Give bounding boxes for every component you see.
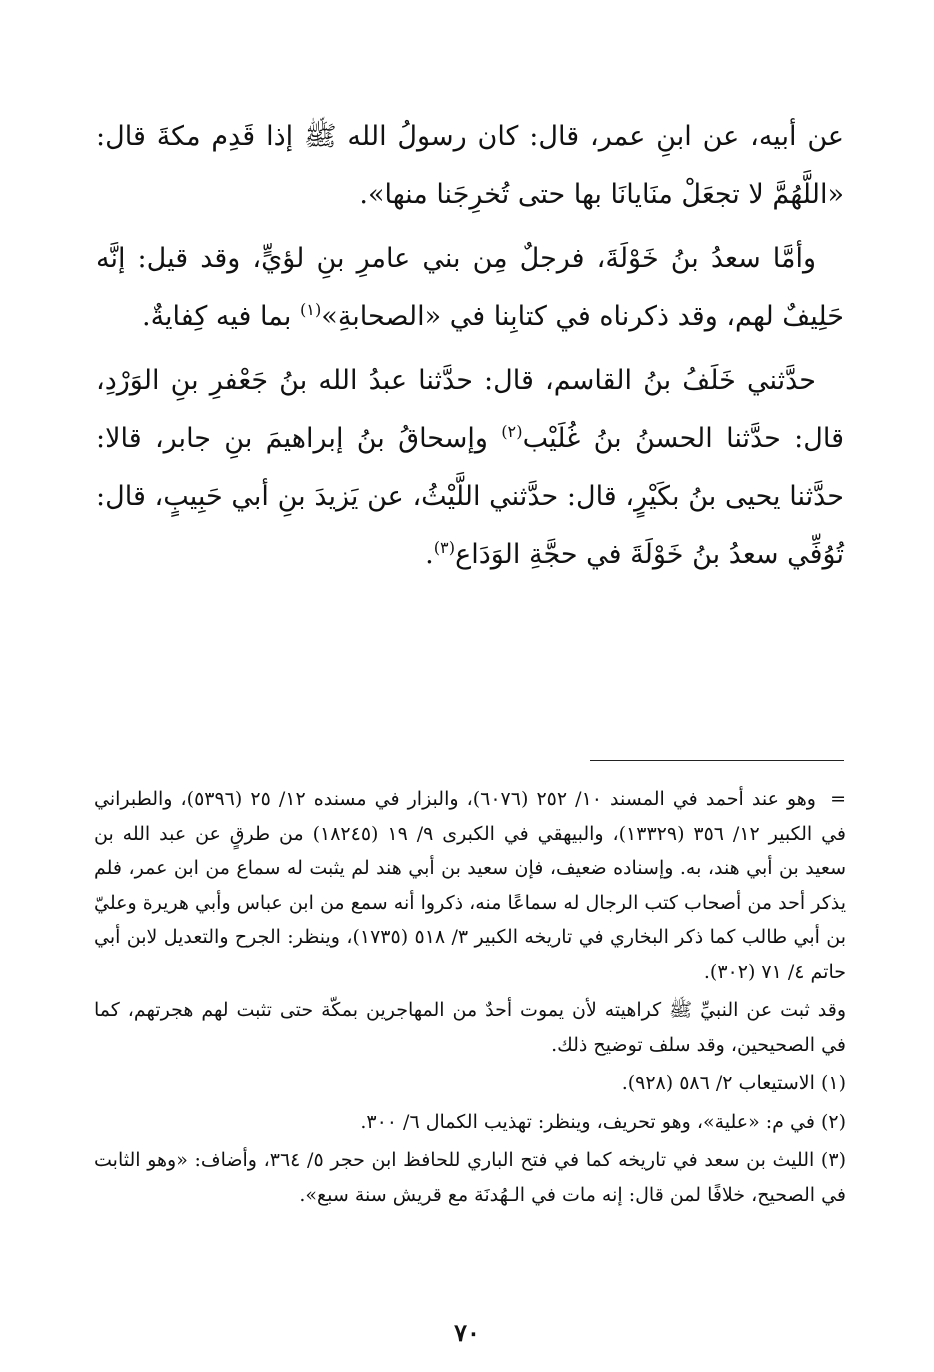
paragraph-3-text: حدَّثني خَلَفُ بنُ القاسم، قال: حدَّثنا عبدُ الله بنُ جَعْفرِ بنِ الوَرْدِ، قال: حدَّثنا الحسنُ بنُ غُلَيْب — [96, 365, 845, 454]
paragraph-1 — [96, 108, 844, 224]
footnote-separator — [590, 760, 844, 761]
paragraph-1-text: عن أبيه، عن ابنِ عمر، قال: كان رسولُ الله ﷺ إذا قَدِم مكةَ قال: «اللَّهُمَّ لا تجعَلْ منَايانَا بها حتى تُخرِجَنا منها». — [96, 121, 844, 210]
footnote-continuation-extra — [94, 993, 846, 1062]
footnote-1 — [94, 1066, 846, 1101]
footnote-ref-3[interactable]: (٣) — [433, 538, 456, 557]
main-text-block — [96, 108, 844, 590]
footnote-1-text: (١) الاستيعاب ٢/ ٥٨٦ (٩٢٨). — [621, 1072, 846, 1094]
paragraph-2 — [96, 230, 844, 346]
paragraph-3-text-end: . — [425, 539, 434, 570]
footnotes-block — [94, 782, 846, 1216]
footnote-continuation — [94, 782, 846, 989]
paragraph-2-text: وأمَّا سعدُ بنُ خَوْلَةَ، فرجلٌ مِن بني عامرِ بنِ لؤيٍّ، وقد قيل: إنَّه حَلِيفٌ لهم، وقد ذكرناه في كتابِنا في «الصحابةِ» — [96, 243, 844, 332]
footnote-2 — [94, 1105, 846, 1140]
footnote-ref-2[interactable]: (٢) — [501, 422, 523, 441]
footnote-2-text: (٢) في م: «علية»، وهو تحريف، وينظر: تهذيب الكمال ٦/ ٣٠٠. — [360, 1110, 846, 1133]
footnote-continuation-text: وهو عند أحمد في المسند ١٠/ ٢٥٢ (٦٠٧٦)، والبزار في مسنده ١٢/ ٢٥ (٥٣٩٦)، والطبراني في الكبير ١٢/ ٣٥٦ (١٣٣٢٩)، والبيهقي في الكبرى ٩/ ١٩ (١٨٢٤٥) من طرقٍ عن عبد الله بن سعيد بن أبي هند، به. وإسناده ضعيف، فإن سعيد بن أبي هند لم يثبت له سماع من ابن عمر، فلم يذكر أحد من أصحاب كتب الرجال له سماعًا منه، ذكروا أنه سمع من ابن عباس وأبي هريرة وعليّ بن أبي طالب كما ذكر البخاري في تاريخه الكبير ٣/ ٥١٨ (١٧٣٥)، وينظر: الجرح والتعديل لابن أبي حاتم ٤/ ٧١ (٣٠٢). — [94, 788, 847, 983]
page-number: ٧٠ — [454, 1318, 480, 1347]
paragraph-3 — [96, 352, 844, 584]
footnote-3 — [94, 1143, 846, 1212]
paragraph-2-text-end: بما فيه كِفايةٌ. — [141, 301, 300, 332]
continuation-mark: = — [830, 788, 846, 810]
footnote-ref-1[interactable]: (١) — [299, 300, 322, 319]
paragraph-3-text-mid: وإسحاقُ بنُ إبراهيمَ بنِ جابر، قالا: حدَّثنا يحيى بنُ بكَيْرٍ، قال: حدَّثني اللَّيْثُ، عن يَزيدَ بنِ أبي حَبِيبٍ، قال: تُوُفِّي سعدُ بنُ خَوْلَةَ في حجَّةِ الوَدَاع — [96, 423, 844, 570]
footnote-3-text: (٣) الليث بن سعد في تاريخه كما في فتح الباري للحافظ ابن حجر ٥/ ٣٦٤، وأضاف: «وهو الثابت في الصحيح، خلافًا لمن قال: إنه مات في الـهُدنَة مع قريش سنة سبع». — [94, 1149, 846, 1206]
footnote-continuation-extra-text: وقد ثبت عن النبيِّ ﷺ كراهيته لأن يموت أحدٌ من المهاجرين بمكّة حتى تثبت لهم هجرتهم، كما في الصحيحين، وقد سلف توضيح ذلك. — [94, 999, 846, 1056]
